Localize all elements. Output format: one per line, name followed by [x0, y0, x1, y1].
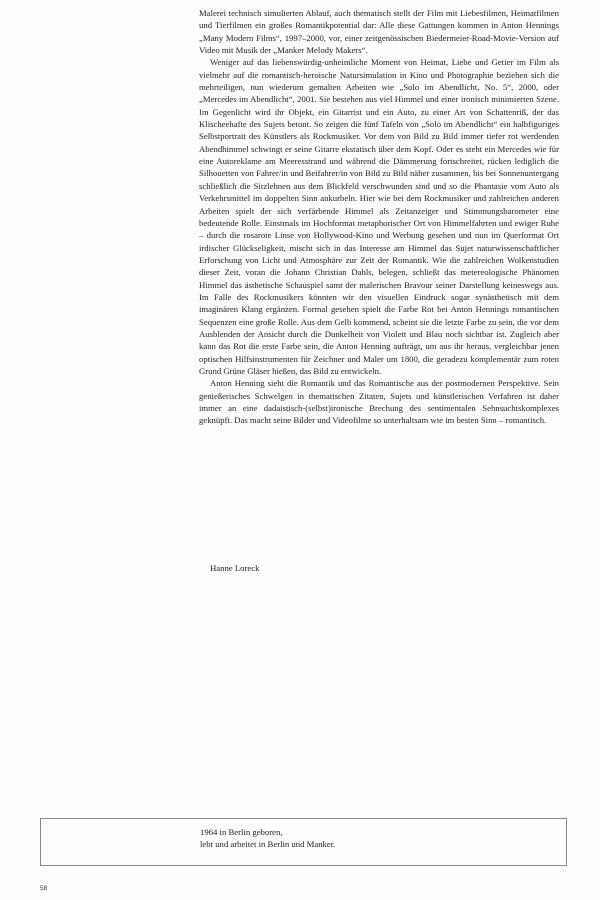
- paragraph-3: Anton Henning sieht die Romantik und das Romantische aus der postmodernen Perspektive. Sein genießerisches Schwelgen in thematischen Zitaten, Sujets und künstlerischen Verfahren ist daher immer an eine dadaistisch-(selbst)ironische Brechung des sentimentalen Sehnsuchtskomplexes geknüpft. Das macht seine Bilder und Videofilme so unterhaltsam wie im besten Sinn – romantisch.: [199, 378, 559, 426]
- paragraph-2: Weniger auf das liebenswürdig-unheimliche Moment von Heimat, Liebe und Getier im Film als vielmehr auf die romantisch-heroische Natursimulation in Kino und Photographie beziehen sich die mehrteiligen, nun wiederum gemalten Arbeiten wie „Solo im Abendlicht, No. 5“, 2000, oder „Mercedes im Abendlicht“, 2001. Sie bestehen aus viel Himmel und einer ironisch minimierten Szene. Im Gegenlicht wird ihr Objekt, ein Gitarrist und ein Auto, zu einer Art von Schattenriß, der das Klischeehafte des Sujets betont. So zeigen die fünf Tafeln von „Solo im Abendlicht“ ein halbfiguriges Selbstportrait des Künstlers als Rockmusiker. Vor dem von Bild zu Bild immer tiefer rot werdenden Abendhimmel schwingt er seine Gitarre ekstatisch über dem Kopf. Oder es steht ein Mercedes wie für eine Autoreklame am Meeresstrand und während die Dämmerung fortschreitet, rücken lediglich die Silhouetten von Fahrer/in und Beifahrer/in von Bild zu Bild näher zusammen, bis bei Sonnenuntergang schließlich die Sitzlehnen aus dem Blickfeld verschwunden sind und so die Phantasie vom Auto als Verkehrsmittel im doppelten Sinn ankurbeln. Hier wie bei dem Rockmusiker und zahlreichen anderen Arbeiten spielt der sich verfärbende Himmel als Zeitanzeiger und Stimmungsbarometer eine bedeutende Rolle. Einstmals im Hochformat metaphorischer Ort von Himmelfahrten und ewiger Ruhe – durch die rosarote Linse von Hollywood-Kino und Werbung gesehen und nun im Querformat Ort irdischer Glückseligkeit, mischt sich in das Interesse am Himmel das Sujet naturwissenschaftlicher Erforschung von Licht und Atmosphäre zur Zeit der Romantik. Wie die zahlreichen Wolkenstudien dieser Zeit, voran die Johann Christian Dahls, belegen, schließt das metereologische Phänomen Himmel das ästhetische Schauspiel samt der malerischen Bravour seiner Darstellung keineswegs aus. Im Falle des Rockmusikers könnten wir den visuellen Eindruck sogar synästhetisch mit dem imaginären Klang ergänzen. Formal gesehen spielt die Farbe Rot bei Anton Hennings romantischen Sequenzen eine große Rolle. Aus dem Gelb kommend, scheint sie die letzte Farbe zu sein, die vor dem Ausblenden der Ansicht durch die Dunkelheit von Violett und Blau noch sichtbar ist. Zugleich aber kann das Rot die erste Farbe sein, die Anton Henning aufträgt, um aus ihr heraus, vergleichbar jenen optischen Hilfsinstrumenten für Zeichner und Maler um 1800, die geradezu komplementär zum roten Grund Grüne Gläser hießen, das Bild zu entwickeln.: [199, 57, 559, 376]
- author-signature: Hanne Loreck: [210, 563, 260, 573]
- paragraph-1: Malerei technisch simulierten Ablauf, auch thematisch stellt der Film mit Liebesfilmen, Heimatfilmen und Tierfilmen ein großes Romantikpotential dar: Alle diese Gattungen kommen in Anton Hennings „Many Modern Films“, 1997–2000, vor, einer zeitgenössischen Biedermeier-Road-Movie-Version auf Video mit Musik der „Manker Melody Makers“.: [199, 8, 559, 56]
- bio-line-birth: 1964 in Berlin geboren,: [200, 827, 283, 837]
- artist-bio-box: [40, 818, 567, 866]
- page-number: 58: [40, 885, 48, 892]
- artist-bio-text: [200, 827, 335, 850]
- article-text: [199, 7, 559, 427]
- bio-line-residence: lebt und arbeitet in Berlin und Manker.: [200, 838, 336, 849]
